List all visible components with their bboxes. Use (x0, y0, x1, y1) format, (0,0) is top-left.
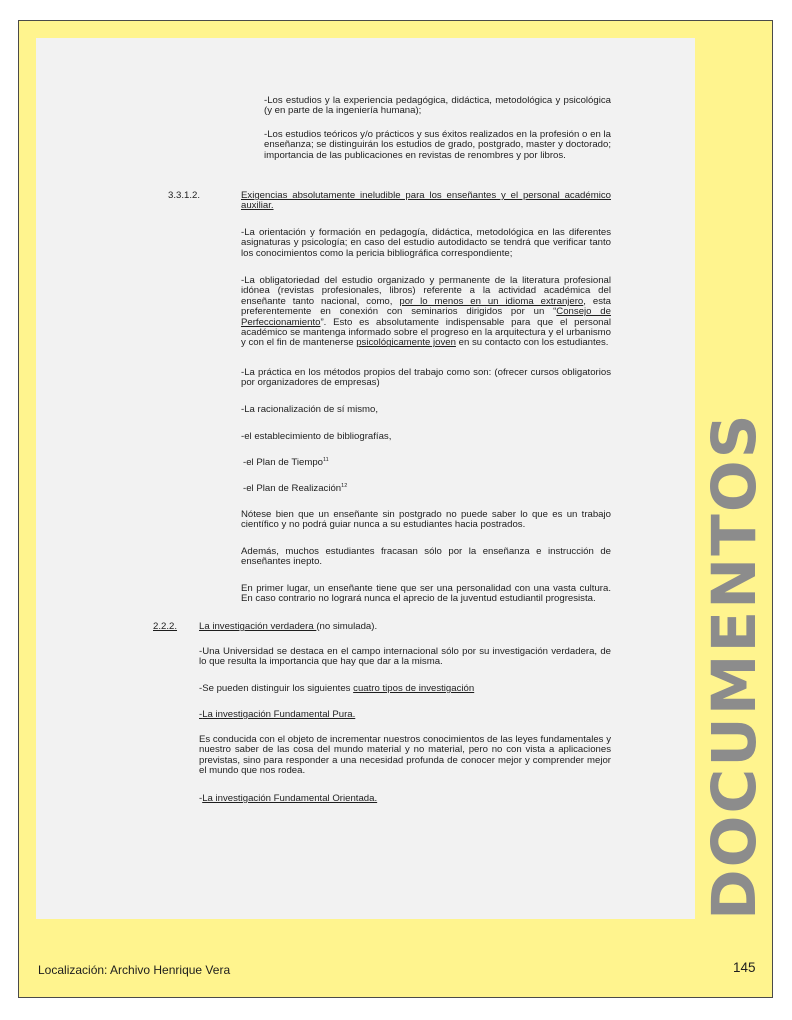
paragraph-orientation: -La orientación y formación en pedagogía, didáctica, metodológica en las diferentes asignaturas y psicología; en caso del estudio autodidacto se tendrá que verificar tanto los conocimientos como la pericia bibliográfica correspondiente; (241, 227, 611, 259)
section-title-3312: Exigencias absolutamente ineludible para los enseñantes y el personal académico auxiliar. (241, 190, 611, 212)
paragraph-university-research: -Una Universidad se destaca en el campo internacional sólo por su investigación verdadera, de lo que resulta la importancia que hay que dar a la misma. (199, 646, 611, 668)
paragraph-realization-plan: -el Plan de Realización$^{12}$ (243, 483, 348, 494)
document-sheet (36, 38, 695, 919)
footnote-ref-11: 11 (323, 457, 329, 463)
section-number-222: 2.2.2. (153, 621, 178, 632)
paragraph-four-types: -Se pueden distinguir los siguientes cuatro tipos de investigación (199, 683, 475, 694)
paragraph-bibliographies: -el establecimiento de bibliografías, (241, 431, 392, 442)
document-body (36, 38, 695, 919)
paragraph-postgrado-note: Nótese bien que un enseñante sin postgrado no puede saber lo que es un trabajo científico y no podrá guiar nunca a su estudiantes hacia postrados. (241, 509, 611, 531)
side-label-documentos: DOCUMENTOS (699, 412, 770, 920)
paragraph-time-plan: -el Plan de Tiempo$^{11}$ (243, 457, 329, 468)
paragraph-obligation: -La obligatoriedad del estudio organizado y permanente de la literatura profesional idónea (revistas profesionales, libros) referente a la actividad académica del enseñante tanto nacional, como, por lo menos en un idioma extranjero, esta preferentemente en conexión con seminarios dirigidos por un “Consejo de Perfeccionamiento”. Esto es absolutamente indispensable para que el personal académico se mantenga informado sobre el progreso en la arquitectura y el urbanismo y con el fin de mantenerse psicológicamente joven en su contacto con los estudiantes. (241, 275, 611, 349)
paragraph-studies-experience: -Los estudios y la experiencia pedagógica, didáctica, metodológica y psicológica (y en parte de la ingeniería humana); (264, 95, 611, 117)
footer-location: Localización: Archivo Henrique Vera (38, 963, 231, 977)
section-title-222: La investigación verdadera (no simulada). (199, 621, 378, 632)
paragraph-students-fail: Además, muchos estudiantes fracasan sólo por la enseñanza e instrucción de enseñantes inepto. (241, 546, 611, 568)
paragraph-rationalization: -La racionalización de sí mismo, (241, 404, 379, 415)
section-number-3312: 3.3.1.2. (168, 190, 201, 201)
heading-pure-research: -La investigación Fundamental Pura. (199, 709, 356, 720)
paragraph-vast-culture: En primer lugar, un enseñante tiene que ser una personalidad con una vasta cultura. En caso contrario no logrará nunca el aprecio de la juventud estudiantil progresista. (241, 583, 611, 605)
paragraph-pure-research: Es conducida con el objeto de incrementar nuestros conocimientos de las leyes fundamentales y nuestro saber de las cosa del mundo material y no material, pero no con vista a aplicaciones previstas, sino para responder a una necesidad profunda de conocer mejor y comprender mejor el mundo que nos rodea. (199, 734, 611, 777)
paragraph-theoretical-studies: -Los estudios teóricos y/o prácticos y sus éxitos realizados en la profesión o en la enseñanza; se distinguirán los estudios de grado, postgrado, master y doctorado; importancia de las publicaciones en revistas de renombres y por libros. (264, 129, 611, 161)
footnote-ref-12: 12 (341, 483, 348, 489)
paragraph-practice: -La práctica en los métodos propios del trabajo como son: (ofrecer cursos obligatorios por organizadores de empresas) (241, 367, 611, 389)
heading-oriented-research: -La investigación Fundamental Orientada. (199, 793, 378, 804)
page-number: 145 (733, 960, 756, 975)
